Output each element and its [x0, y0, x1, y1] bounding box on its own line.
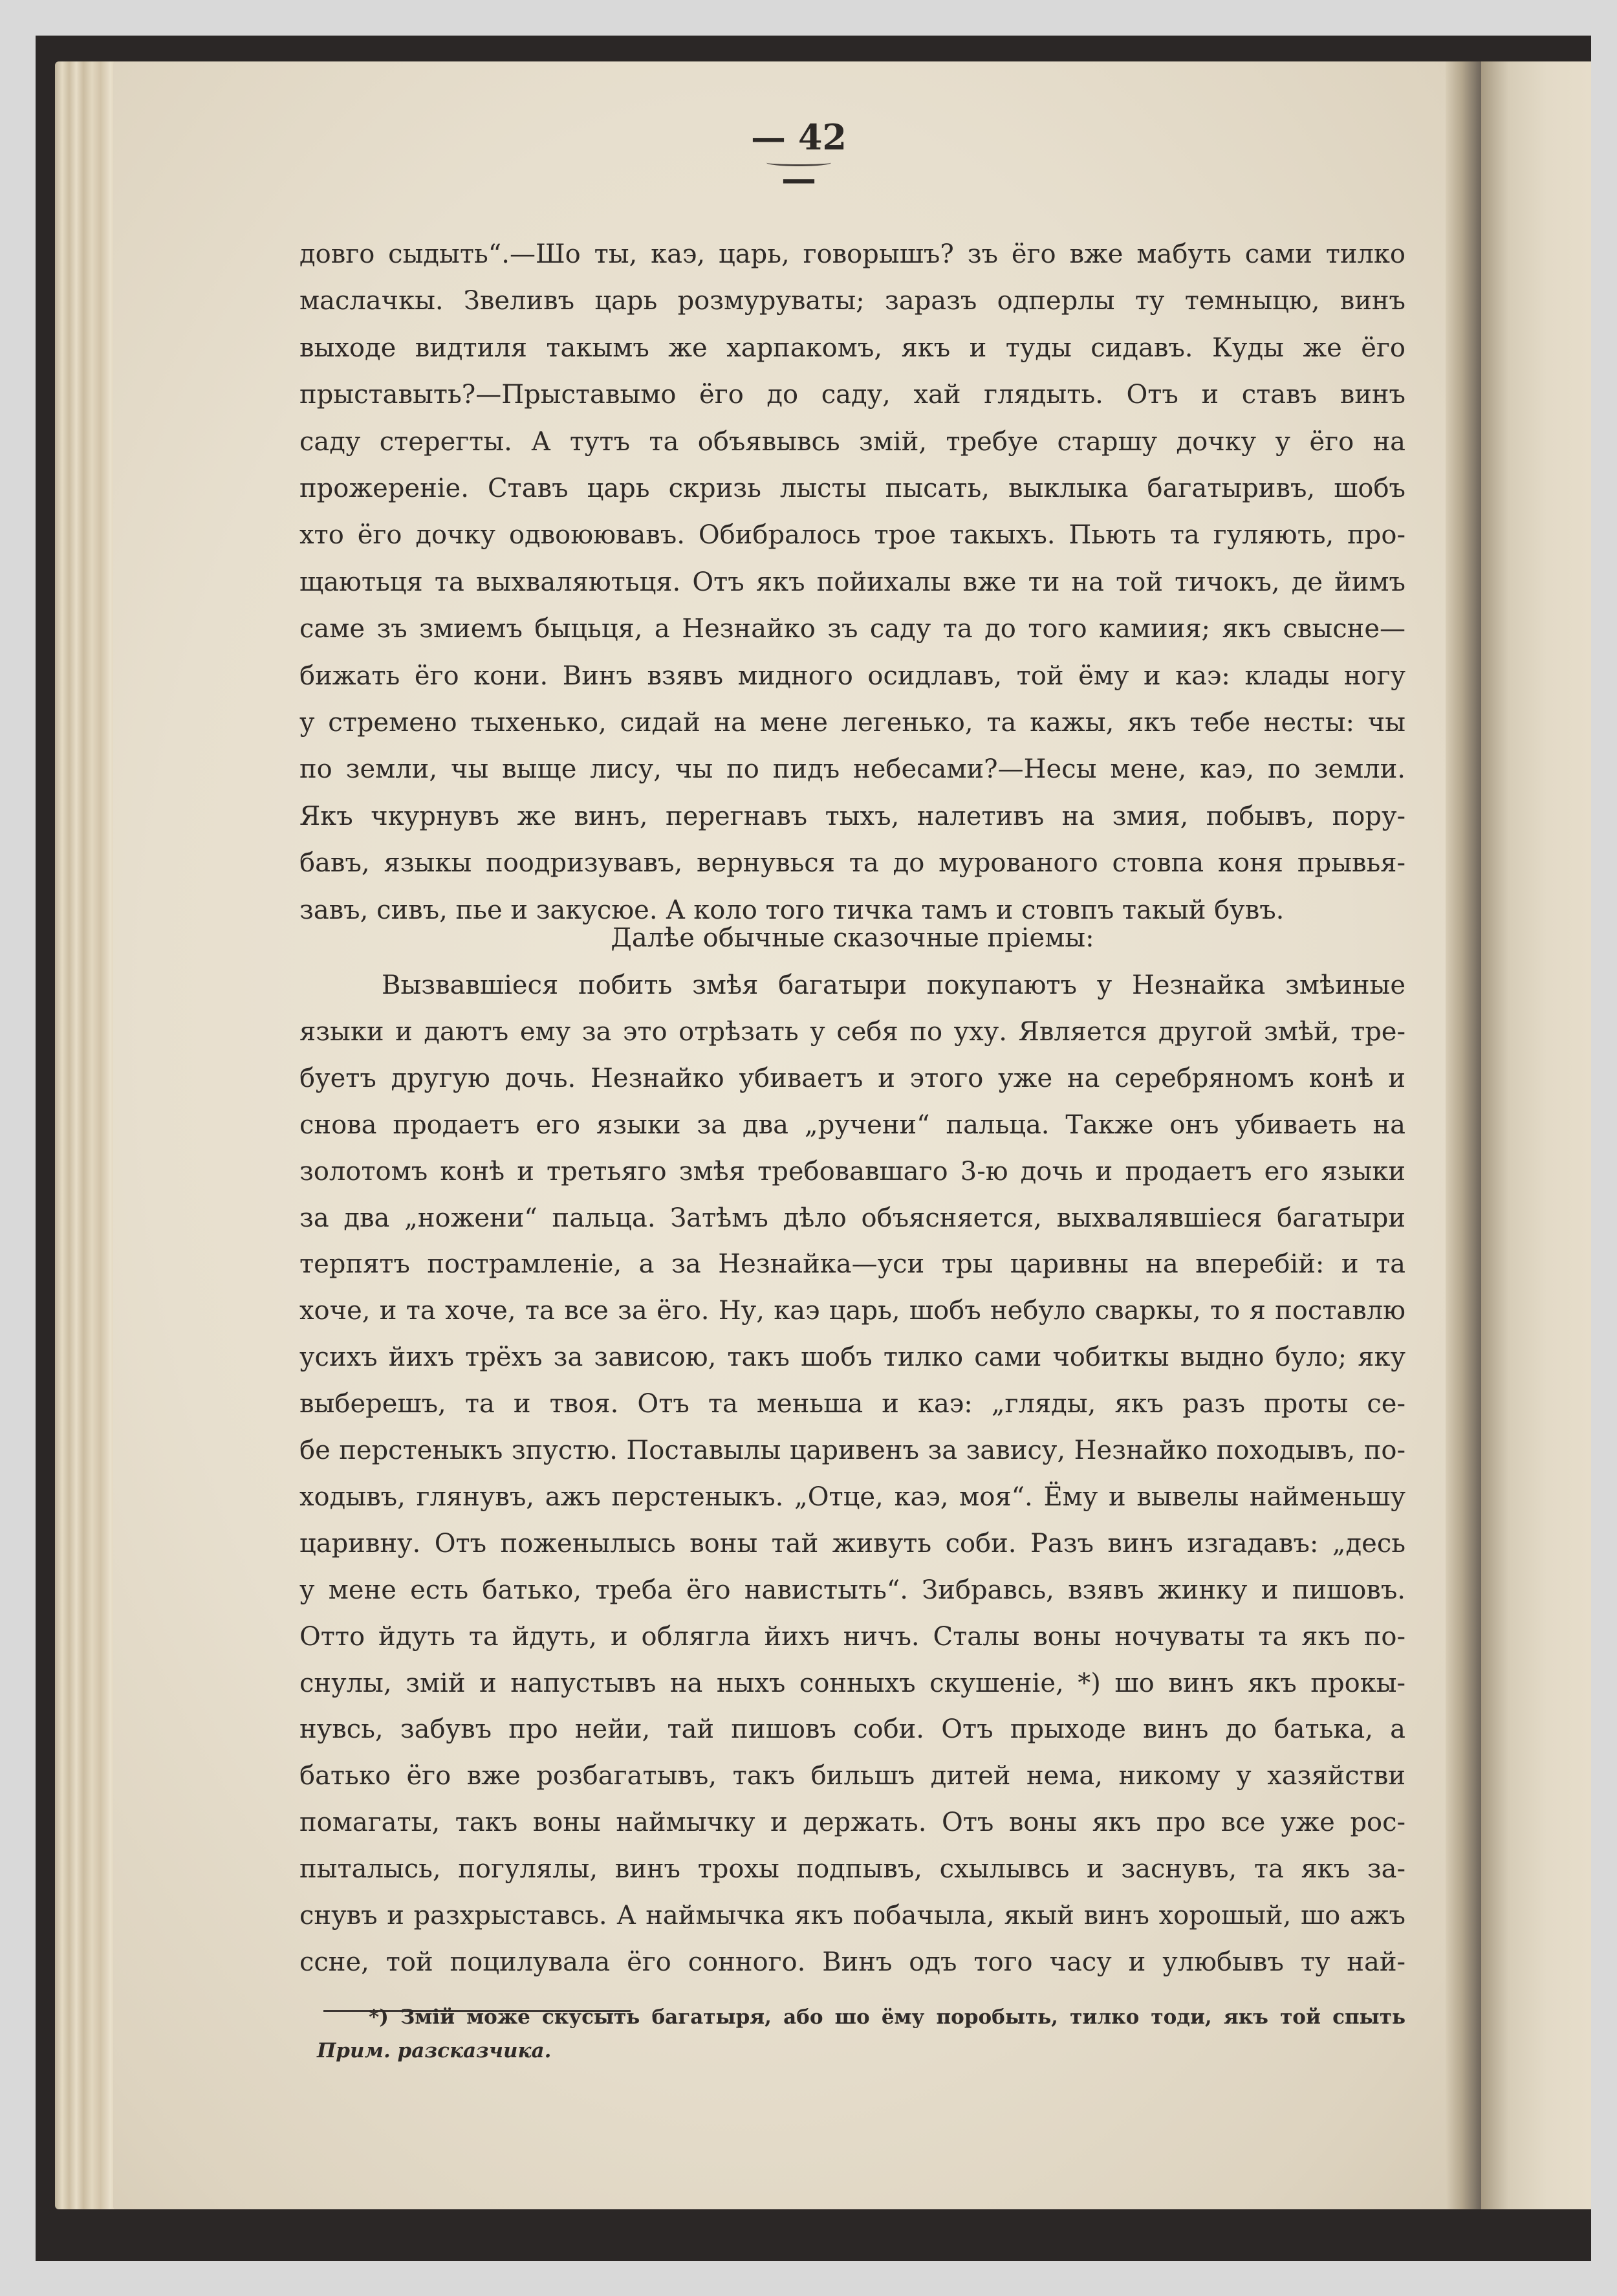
page-number-ornament: [766, 159, 831, 166]
paragraph-line: усихъ йихъ трёхъ за зависою, такъ шобъ тилко сами чобиткы выдно було; яку: [299, 1342, 1405, 1373]
body-line: бавъ, языкы поодризувавъ, вернувься та до мурованого стовпа коня прывья-: [299, 848, 1405, 879]
body-line: щаютьця та выхваляютьця. Отъ якъ пойихалы вже ти на той тичокъ, де йимъ: [299, 567, 1405, 597]
paragraph-line: ссне, той поцилувала ёго сонного. Винъ одъ того часу и улюбывъ ту най-: [299, 1947, 1405, 1977]
paragraph-line: пыталысь, погулялы, винъ трохы подпывъ, схылывсь и заснувъ, та якъ за-: [299, 1854, 1405, 1885]
paragraph-line: хоче, и та хоче, та все за ёго. Ну, каэ царь, шобъ небуло сваркы, то я поставлю: [299, 1296, 1405, 1326]
paragraph-line: Отто йдуть та йдуть, и облягла йихъ ничъ. Сталы воны ночуваты та якъ по-: [299, 1621, 1405, 1652]
paragraph-line: золотомъ конѣ и третьяго змѣя требовавшаго 3-ю дочь и продаетъ его языки: [299, 1156, 1405, 1186]
footnote-signature: Прим. разсказчика.: [317, 2039, 552, 2062]
footnote-text: *) Змій може скусыть багатыря, або шо ёму поробыть, тилко тоди, якъ той спыть: [369, 2006, 1405, 2029]
paragraph-line: буетъ другую дочь. Незнайко убиваетъ и этого уже на серебряномъ конѣ и: [299, 1063, 1405, 1093]
paragraph-line: терпятъ пострамленіе, а за Незнайка—уси тры царивны на вперебій: и та: [299, 1249, 1405, 1280]
paragraph-line: ходывъ, глянувъ, ажъ перстеныкъ. „Отце, каэ, моя“. Ёму и вывелы найменьшу: [299, 1481, 1405, 1512]
page-number: — 42 —: [751, 116, 847, 199]
section-heading: Далѣе обычные сказочные пріемы:: [611, 923, 1094, 953]
body-line: довго сыдыть“.—Шо ты, каэ, царь, говорышъ? зъ ёго вже мабуть сами тилко: [299, 239, 1405, 269]
body-line: по земли, чы выще лису, чы по пидъ небесами?—Несы мене, каэ, по земли.: [299, 754, 1405, 785]
paragraph-line: снулы, змій и напустывъ на ныхъ сонныхъ скушеніе, *) шо винъ якъ прокы-: [299, 1668, 1405, 1698]
paragraph-line: у мене есть батько, треба ёго навистыть“. Зибравсь, взявъ жинку и пишовъ.: [299, 1575, 1405, 1605]
body-line: Якъ чкурнувъ же винъ, перегнавъ тыхъ, налетивъ на змия, побывъ, пору-: [299, 801, 1405, 831]
paragraph-line: за два „ножени“ пальца. Затѣмъ дѣло объясняется, выхвалявшіеся багатыри: [299, 1203, 1405, 1233]
body-line: завъ, сивъ, пье и закусюе. А коло того тичка тамъ и стовпъ такый бувъ.: [299, 895, 1285, 925]
paragraph-line: снова продаетъ его языки за два „ручени“ пальца. Также онъ убиваеть на: [299, 1110, 1405, 1140]
paragraph-line: батько ёго вже розбагатывъ, такъ бильшъ дитей нема, никому у хазяйстви: [299, 1761, 1405, 1791]
body-line: саду стерегты. А тутъ та объявывсь змій, требуе старшу дочку у ёго на: [299, 426, 1405, 457]
body-line: маслачкы. Звеливъ царь розмуруваты; заразъ одперлы ту темныцю, винъ: [299, 286, 1405, 316]
paragraph-line: царивну. Отъ поженылысь воны тай живуть соби. Разъ винъ изгадавъ: „десь: [299, 1528, 1405, 1558]
body-line: выходе видтиля такымъ же харпакомъ, якъ и туды сидавъ. Куды же ёго: [299, 333, 1405, 363]
body-line: хто ёго дочку одвоюювавъ. Обибралось трое такыхъ. Пьють та гуляють, про-: [299, 520, 1405, 551]
body-line: саме зъ змиемъ быцьця, а Незнайко зъ саду та до того камиия; якъ свысне—: [299, 614, 1405, 644]
paragraph-line: снувъ и разхрыставсь. А наймычка якъ побачыла, якый винъ хорошый, шо ажъ: [299, 1901, 1405, 1930]
paragraph-line: помагаты, такъ воны наймычку и держать. Отъ воны якъ про все уже рос-: [299, 1808, 1405, 1838]
paragraph-line: выберешъ, та и твоя. Отъ та меньша и каэ: „гляды, якъ разъ проты се-: [299, 1389, 1405, 1419]
paragraph-line: Вызвавшіеся побить змѣя багатыри покупаютъ у Незнайка змѣиные: [382, 970, 1405, 1000]
paragraph-line: нувсь, забувъ про нейи, тай пишовъ соби. Отъ прыходе винъ до батька, а: [299, 1714, 1405, 1745]
paragraph-line: языки и даютъ ему за это отрѣзать у себя по уху. Является другой змѣй, тре-: [299, 1016, 1405, 1047]
body-line: у стремено тыхенько, сидай на мене легенько, та кажы, якъ тебе несты: чы: [299, 708, 1405, 738]
body-line: прожереніе. Ставъ царь скризь лысты пысать, выклыка багатыривъ, шобъ: [299, 474, 1405, 503]
body-line: прыставыть?—Прыставымо ёго до саду, хай глядыть. Отъ и ставъ винъ: [299, 380, 1405, 410]
body-line: бижать ёго кони. Винъ взявъ мидного осидлавъ, той ёму и каэ: клады ногу: [299, 661, 1405, 691]
paragraph-line: бе перстеныкъ зпустю. Поставылы царивенъ за завису, Незнайко походывъ, по-: [299, 1436, 1405, 1465]
